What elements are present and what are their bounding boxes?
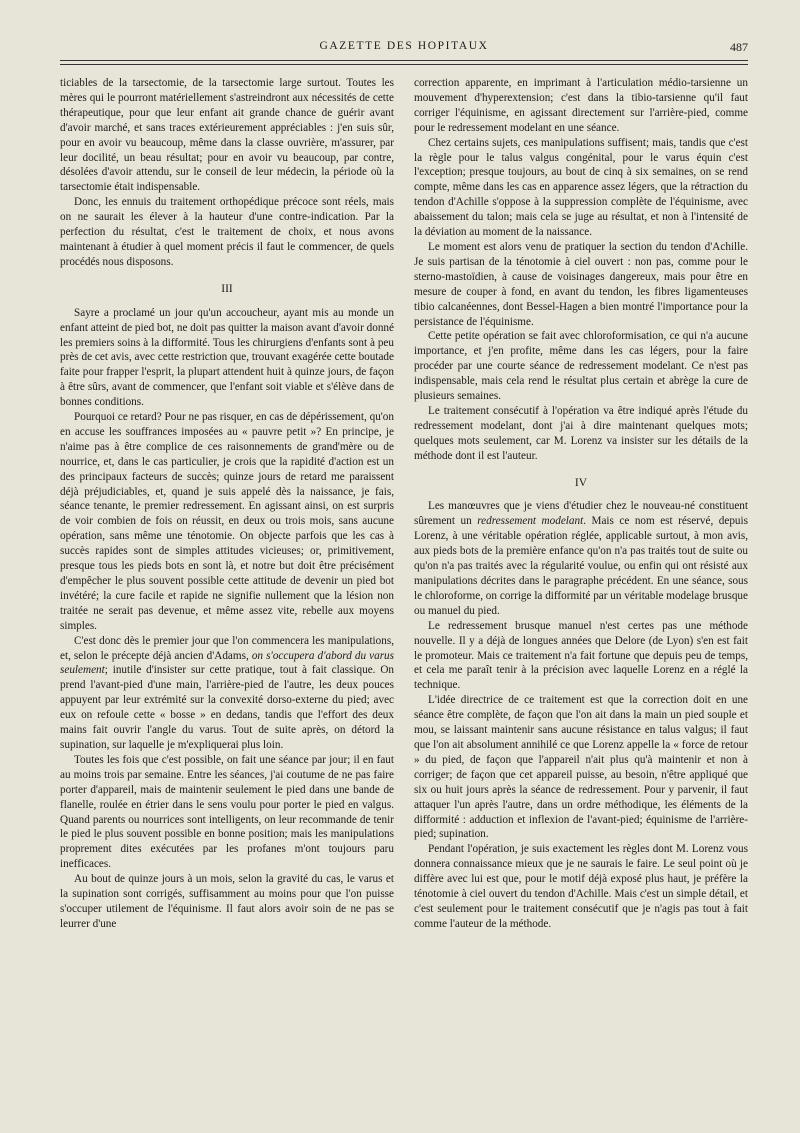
paragraph: Toutes les fois que c'est possible, on fait une séance par jour; il en faut au moins trois par semaine. Entre les séances, j'ai coutume de ne pas faire porter d'appareil, mais de maintenir seulement le pied dans une bande de flanelle, roulée en étrier dans le sens voulu pour porter le pied en valgus. Quand parents ou nourrices sont intelligents, on leur recommande de tenir le pied le plus souvent possible en bonne position; mais les manipulations proprement dites exécutées par les profanes m'ont toujours paru inefficaces. [60, 753, 394, 871]
emphasis: redressement modelant [477, 515, 584, 528]
paragraph: Sayre a proclamé un jour qu'un accoucheur, ayant mis au monde un enfant atteint de pied bot, ne doit pas quitter la maison avant d'avoir donné les premiers soins à la difformité. Tous les chirurgiens d'enfants sont à peu près de cet avis, avec cette restriction que, trouvant exagérée cette boutade faite pour frapper l'esprit, la plupart attendent huit à quinze jours, de façon à être sûrs, avant de commencer, que l'enfant soit viable et s'élève dans de bonnes conditions. [60, 306, 394, 409]
section-heading-iv: IV [574, 476, 588, 489]
paragraph: C'est donc dès le premier jour que l'on commencera les manipulations, et, selon le précepte déjà ancien d'Adams, on s'occupera d'abord du varus seulement; inutile d'insister sur cette pratique, tout à fait classique. On prend l'avant-pied d'une main, l'arrière-pied de l'autre, les deux pouces appuyent par leur extrémité sur la convexité dorso-externe du pied; avec eux on refoule cette « bosse » en dedans, tandis que l'effort des deux mains fait ouvrir l'angle du varus. Tout de suite après, on détord la supination, sur laquelle je m'expliquerai plus loin. [60, 634, 394, 751]
running-header [60, 40, 748, 58]
paragraph: Le redressement brusque manuel n'est certes pas une méthode nouvelle. Il y a déjà de longues années que Delore (de Lyon) s'en est fait le promoteur. Mais ce traitement n'a fait fortune que depuis peu de temps, et cela me paraît tenir à la précision avec laquelle Lorenz en a réglé la technique. [414, 619, 748, 692]
right-column [414, 76, 748, 1113]
paragraph: Le traitement consécutif à l'opération va être indiqué après l'étude du redressement modelant, dont j'ai à dire maintenant quelques mots; quelques mots seulement, car M. Lorenz va insister sur les détails de la méthode dont il est l'auteur. [414, 404, 748, 462]
text-columns [60, 76, 748, 1113]
emphasis: on s'occupera d'abord du varus seulement [60, 649, 394, 677]
paragraph: Le moment est alors venu de pratiquer la section du tendon d'Achille. Je suis partisan de la ténotomie à ciel ouvert : non pas, comme pour le sterno-mastoïdien, à cause de voisinages dangereux, mais pour être en mesure de couper à fond, en avant du tendon, les fibres ligamenteuses tibio calcanéennes, dont Bessel-Hagen a bien montré l'importance pour la persistance de l'équinisme. [414, 240, 748, 328]
paragraph: Pourquoi ce retard? Pour ne pas risquer, en cas de dépérissement, qu'on en accuse les souffrances imposées au « pauvre petit »? En principe, je n'aime pas à être complice de ces raisonnements de grand'mère ou de nourrice, et, dans le cas particulier, je crois que la rapidité d'action est un des principaux facteurs de succès; quinze jours de retard me paraissent déjà préjudiciables, et, quand je suis appelé dès la naissance, je fais, séance tenante, le premier redressement. En agissant ainsi, on est surpris de voir combien de fois on réussit, en deux ou trois mois, sans aucune opération, sans même une ténotomie. On objecte parfois que les cas à succès rapides sont de simples attitudes vicieuses; or, primitivement, presque tous les pieds bots en sont là, et notre but doit être précisément d'empêcher le plus souvent possible cette attitude de devenir un pied bot invétéré; la cure facile et rapide ne signifie nullement que la lésion non traitée ne serait pas devenue, et même assez vite, rebelle aux moyens simples. [60, 411, 394, 632]
paragraph: ticiables de la tarsectomie, de la tarsectomie large surtout. Toutes les mères qui le pourront matériellement s'astreindront aux nécessités de cette thérapeutique, pour que leur enfant ait grande chance de guérir avant d'avoir marché, et sans traces extérieurement appréciables : j'en suis sûr, pour en avoir vu beaucoup, même dans la classe ouvrière, m'assurer, par leur docilité, un beau résultat; pour en avoir vu beaucoup, par contre, désolées d'avoir attendu, sur le conseil de leur médecin, la période où la tarsectomie était indispensable. [60, 77, 394, 194]
header-rule-thick [60, 60, 748, 61]
header-rule-thin [60, 64, 748, 65]
paragraph: Au bout de quinze jours à un mois, selon la gravité du cas, le varus et la supination sont corrigés, suffisamment au moins pour que l'on puisse s'occuper utilement de l'équinisme. Il faut alors avoir soin de ne pas se leurrer d'une [60, 873, 394, 930]
paragraph: L'idée directrice de ce traitement est que la correction doit en une séance être complète, de façon que l'on ait dans la main un pied souple et mou, se laissant maintenir sans aucune résistance en talus valgus; il faut que l'on ait absolument annihilé ce que Lorenz appelle la « force de retour » du pied, de façon que l'appareil n'ait plus qu'à maintenir et non à corriger; de façon que cet appareil puisse, au besoin, n'être appliqué que six ou huit jours après la séance de redressement. Pour y parvenir, il faut attaquer l'un après l'autre, dans un ordre méthodique, les éléments de la difformité : adduction et inflexion de l'avant-pied; équinisme de l'arrière-pied; supination. [414, 694, 748, 841]
section-heading-iii: III [221, 282, 233, 295]
journal-title: GAZETTE DES HOPITAUX [319, 40, 489, 52]
paragraph: Pendant l'opération, je suis exactement les règles dont M. Lorenz vous donnera connaissance mieux que je ne saurais le faire. Le seul point où je diffère avec lui est que, pour le motif déjà exposé plus haut, je préfère la ténotomie à ciel ouvert du tendon d'Achille. Mais c'est un simple détail, et c'est seulement pour le traitement consécutif que je n'agis pas tout à fait comme l'auteur de la méthode. [414, 843, 748, 930]
left-column [60, 76, 394, 1113]
page-number: 487 [730, 40, 748, 54]
paragraph: Chez certains sujets, ces manipulations suffisent; mais, tandis que c'est la règle pour le talus valgus congénital, pour le varus équin c'est l'exception; presque toujours, au bout de cinq à six semaines, on se rend compte, même dans les cas en apparence assez légers, que la rétraction du tendon d'Achille s'oppose à la suppression complète de l'équinisme, avec abaissement du talon; mais cela se juge au résultat, et non à l'intensité de la déviation au moment de la naissance. [414, 136, 748, 239]
paragraph: Les manœuvres que je viens d'étudier chez le nouveau-né constituent sûrement un redressement modelant. Mais ce nom est réservé, depuis Lorenz, à une véritable opération réglée, applicable surtout, à mon avis, aux pieds bots de la première enfance qu'on n'a pas traités tout de suite ou qu'on n'a pas traités avec la régularité voulue, ou enfin qui ont résisté aux manipulations décrites dans le paragraphe précédent. En une séance, sous le chloroforme, on corrige la difformité par un véritable modelage brusque ou manuel du pied. [414, 500, 748, 617]
paragraph: correction apparente, en imprimant à l'articulation médio-tarsienne un mouvement d'hyperextension; c'est dans la tibio-tarsienne qu'il faut corriger l'équinisme, en agissant directement sur l'arrière-pied, comme pour le redressement modelant en une séance. [414, 77, 748, 134]
paragraph: Cette petite opération se fait avec chloroformisation, ce qui n'a aucune importance, et j'en profite, même dans les cas légers, pour la faire procéder par une courte séance de redressement modelant. Ce n'est pas indispensable, mais cela rend le résultat plus certain et abrège la cure de plusieurs semaines. [414, 330, 748, 403]
paragraph: Donc, les ennuis du traitement orthopédique précoce sont réels, mais on ne saurait les élever à la hauteur d'une contre-indication. Par la perfection du résultat, c'est le traitement de choix, et nous avons maintenant à étudier à quel moment précis il faut le commencer, de quels procédés nous disposons. [60, 196, 394, 268]
